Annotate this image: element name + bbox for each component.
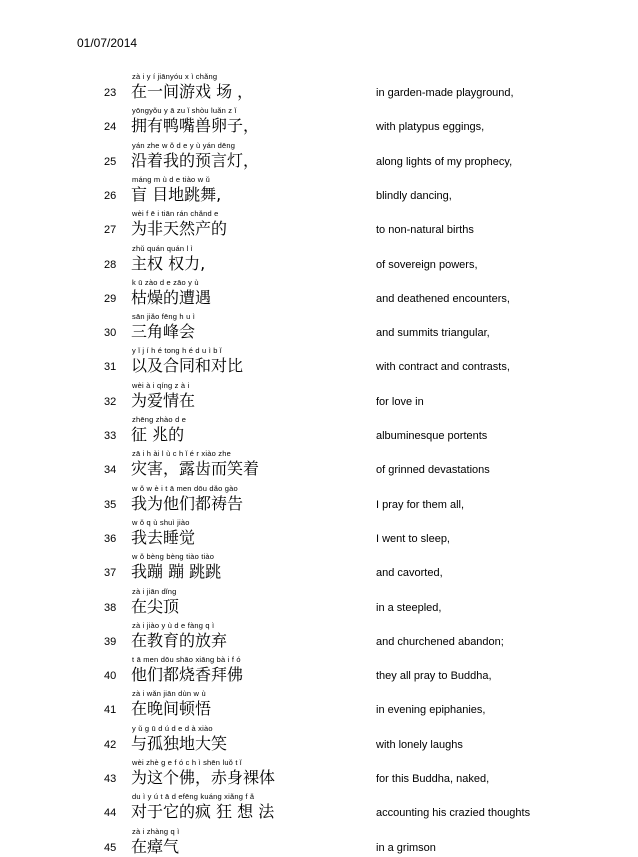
english-text: and deathened encounters, — [376, 292, 510, 305]
chinese-text: 拥有鸭嘴兽卵子， — [131, 116, 260, 136]
english-text: in garden-made playground, — [376, 87, 514, 99]
poem-line — [0, 381, 638, 410]
line-number: 42 — [104, 738, 117, 751]
chinese-text: 盲 目地跳舞, — [131, 184, 222, 204]
english-text: along lights of my prophecy, — [376, 155, 513, 168]
pinyin-text: zhǔ quán quán l ì — [132, 243, 193, 253]
poem-line — [0, 518, 638, 547]
poem-line — [0, 827, 638, 856]
poem-line — [0, 312, 638, 341]
line-number: 40 — [104, 670, 117, 683]
line-number: 44 — [104, 807, 117, 820]
english-text: they all pray to Buddha, — [376, 670, 492, 683]
line-number: 43 — [104, 773, 117, 785]
chinese-text: 灾害，露齿而笑着 — [131, 459, 260, 479]
line-number: 23 — [104, 87, 117, 99]
poem-line — [0, 106, 638, 135]
line-number: 39 — [104, 635, 117, 648]
chinese-text: 沿着我的预言灯， — [131, 150, 260, 170]
chinese-text: 为非天然产的 — [131, 219, 228, 239]
line-number: 31 — [104, 361, 117, 374]
line-number: 41 — [104, 704, 117, 717]
english-text: I pray for them all, — [376, 498, 465, 511]
line-number: 25 — [104, 155, 117, 168]
pinyin-text: t ā men dōu shāo xiāng bà i f ó — [132, 655, 241, 665]
line-number: 32 — [104, 395, 117, 408]
english-text: to non-natural births — [376, 224, 474, 237]
chinese-text: 在尖顶 — [131, 596, 180, 616]
pinyin-text: yán zhe w ǒ d e y ù yán dēng — [132, 140, 236, 150]
line-number: 45 — [104, 841, 117, 854]
chinese-text: 在一间游戏 场 ， — [131, 82, 254, 101]
chinese-text: 枯燥的遭遇 — [131, 287, 212, 307]
english-text: albuminesque portents — [376, 430, 488, 442]
poem-line — [0, 72, 638, 101]
poem-line — [0, 449, 638, 478]
poem-line — [0, 655, 638, 684]
pinyin-text: zà i jiào y ù d e fàng q ì — [132, 620, 215, 630]
chinese-text: 我去睡觉 — [131, 527, 196, 547]
poem-line — [0, 484, 638, 513]
pinyin-text: w ǒ q ù shuì jiào — [132, 517, 190, 527]
chinese-text: 我蹦 蹦 跳跳 — [131, 562, 222, 582]
chinese-text: 在晚间顿悟 — [131, 699, 212, 719]
line-number: 29 — [104, 292, 117, 305]
chinese-text: 征 兆的 — [131, 425, 185, 444]
poem-line — [0, 415, 638, 444]
chinese-text: 对于它的疯 狂 想 法 — [131, 802, 275, 822]
english-text: in evening epiphanies, — [376, 704, 486, 717]
line-number: 24 — [104, 121, 117, 134]
chinese-text: 为这个佛，赤身裸体 — [131, 768, 276, 787]
english-text: for love in — [376, 395, 424, 408]
english-text: of sovereign powers, — [376, 258, 478, 271]
english-text: in a grimson — [376, 841, 436, 854]
chinese-text: 与孤独地大笑 — [131, 733, 228, 753]
pinyin-text: du ì y ú t ā d efēng kuáng xiǎng f ǎ — [132, 792, 255, 802]
english-text: for this Buddha, naked, — [376, 773, 490, 785]
english-text: accounting his crazied thoughts — [376, 807, 531, 820]
poem-line — [0, 244, 638, 273]
pinyin-text: zà i wǎn jiān dùn w ù — [132, 689, 206, 699]
english-text: of grinned devastations — [376, 464, 490, 477]
english-text: and summits triangular, — [376, 327, 490, 340]
chinese-text: 以及合同和对比 — [131, 356, 244, 376]
chinese-text: 他们都烧香拜佛 — [131, 665, 244, 685]
pinyin-text: zà i zhàng q ì — [132, 826, 180, 836]
line-number: 26 — [104, 189, 117, 202]
english-text: I went to sleep, — [376, 532, 450, 545]
pinyin-text: y ǔ g ū d ú d e d à xiào — [132, 723, 213, 733]
english-text: and cavorted, — [376, 567, 443, 580]
line-number: 35 — [104, 498, 117, 511]
line-number: 28 — [104, 258, 117, 271]
poem-line — [0, 724, 638, 753]
line-number: 27 — [104, 224, 117, 237]
pinyin-text: w ǒ bèng bèng tiào tiào — [132, 552, 215, 562]
poem-line — [0, 621, 638, 650]
chinese-text: 在瘴气 — [131, 836, 180, 856]
pinyin-text: yōngyǒu y ā zu ǐ shòu luǎn z ǐ — [132, 106, 237, 116]
pinyin-text: wèi f ē i tiān rán chǎnd e — [132, 209, 219, 219]
chinese-text: 主权 权力, — [131, 253, 206, 273]
line-number: 30 — [104, 327, 117, 340]
pinyin-text: k ū zào d e zāo y ù — [132, 277, 199, 287]
poem-line — [0, 758, 638, 787]
english-text: with platypus eggings, — [376, 121, 485, 134]
poem-line — [0, 689, 638, 718]
chinese-text: 我为他们都祷告 — [131, 493, 244, 513]
poem-line — [0, 792, 638, 821]
poem-line — [0, 552, 638, 581]
pinyin-text: w ǒ w è i t ā men dōu dǎo gào — [132, 483, 238, 493]
chinese-text: 在教育的放弃 — [131, 630, 228, 650]
poem-line — [0, 587, 638, 616]
chinese-text: 为爱情在 — [131, 390, 196, 410]
poem-line — [0, 141, 638, 170]
english-text: with contract and contrasts, — [376, 361, 510, 374]
line-number: 34 — [104, 464, 117, 477]
english-text: and churchened abandon; — [376, 635, 504, 648]
line-number: 37 — [104, 567, 117, 580]
poem-line — [0, 278, 638, 307]
english-text: in a steepled, — [376, 601, 442, 614]
pinyin-text: y ǐ j í h é tong h é d u ì b ǐ — [132, 346, 222, 356]
pinyin-text: zhēng zhào d e — [132, 415, 187, 424]
pinyin-text: wèi zhè g e f ó c h ì shēn luǒ t ǐ — [132, 758, 242, 767]
line-number: 38 — [104, 601, 117, 614]
document-date: 01/07/2014 — [77, 36, 138, 50]
line-number: 36 — [104, 532, 117, 545]
english-text: blindly dancing, — [376, 189, 452, 202]
english-text: with lonely laughs — [376, 738, 463, 751]
pinyin-text: wèi à i qíng z à i — [132, 380, 190, 390]
pinyin-text: zā i h ài l ù c h ǐ é r xiào zhe — [132, 449, 231, 459]
pinyin-text: zà i y í jiānyóu x ì chǎng — [132, 72, 218, 81]
pinyin-text: máng m ù d e tiào w ǔ — [132, 174, 210, 184]
line-number: 33 — [104, 430, 117, 442]
poem-line — [0, 175, 638, 204]
pinyin-text: zà i jiān dǐng — [132, 586, 177, 596]
pinyin-text: sān jiǎo fēng h u ì — [132, 312, 196, 322]
poem-line — [0, 209, 638, 238]
chinese-text: 三角峰会 — [131, 322, 196, 342]
poem-line — [0, 346, 638, 375]
